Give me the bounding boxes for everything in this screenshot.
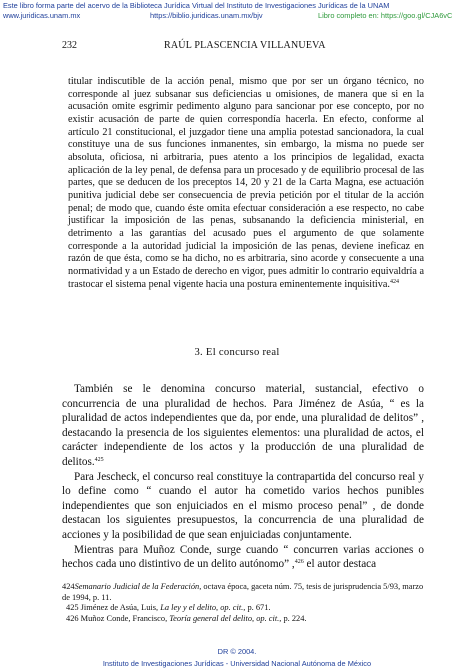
footnote-rest: , octava época, gaceta núm. 75, tesis de jurisprudencia 5/93, marzo de 1994, p. 11. — [62, 582, 424, 602]
footnote-number: 424 — [62, 582, 75, 591]
full-book-link[interactable]: Libro completo en: https://goo.gl/CJA6vC — [318, 11, 453, 20]
footnote-424 — [62, 582, 432, 603]
footnote-number: 425 — [66, 603, 79, 613]
paragraph-text: Mientras para Muñoz Conde, surge cuando “ concurren varias acciones o hechos cada uno distintivo de un delito autónomo” , — [62, 543, 424, 571]
block-quote — [68, 76, 424, 291]
footnote-title: Teoría general del delito — [169, 614, 253, 624]
paragraph-text: También se le denomina concurso material, sustancial, efectivo o concurrencia de una pluralidad de hechos. Para Jiménez de Asúa, “ es la pluralidad de actos independientes que da, por ende, una pluralidad de delitos” , destacando la presencia de los siguientes elementos: una pluralidad de actos, el carácter independiente de los actos y la producción de una pluralidad de delitos. — [62, 383, 424, 468]
block-quote-text: titular indiscutible de la acción penal, mismo que por ser un órgano técnico, no corresponde al juez subsanar sus deficiencias u omisiones, de manera que si en la acusación omite esgrimir pedimento alguno para sancionar por ese concepto, por no existir acusación de parte de quien correspondía hacerla. En efecto, conforme al artículo 21 constitucional, el juzgador tiene una amplia potestad sancionadora, la cual constituye una de sus funciones inmanentes, sin embargo, la misma no puede ser absoluta, oficiosa, ni arbitraria, pues atento a los principios de legalidad, exacta aplicación de la ley penal, de defensa para un procesado y de equilibrio procesal de las partes, que se deducen de los preceptos 14, 20 y 21 de la Carta Magna, ese actuación punitiva judicial debe ser consecuencia de previa petición por el titular de la acción penal; de modo que, cuando éste omita efectuar consideración a ese respecto, no cabe justificar la imposición de las penas, subsanando la deficiencia ministerial, en detrimento a las garantías del acusado pues el argumento de que solamente corresponde a la autoridad judicial la imposición de las penas, deviene ineficaz en razón de que ésta, como se ha dicho, no es arbitraria, sino acorde y consecuente a una normatividad y a un Estado de derecho en vigor, pues admitir lo contrario equivaldría a trastocar el sistema penal vigente hacia una postura eminentemente inquisitiva. — [68, 76, 424, 290]
footnote-sep: , — [216, 603, 221, 613]
footnotes — [62, 582, 432, 625]
block-quote-paragraph — [68, 76, 424, 291]
footnote-number: 426 — [66, 614, 79, 624]
footnote-sep: , — [252, 614, 257, 624]
footnote-author: Muñoz Conde, Francisco, — [80, 614, 170, 624]
footnote-op-cit: op. cit. — [256, 614, 280, 624]
paragraph-text: Para Jescheck, el concurso real constituye la contrapartida del concurso real y lo define como “ cuando el autor ha cometido varios hechos punibles independientes que son enjuiciados en el mismo proceso penal” , de donde destacan los siguientes presupuestos, la concurrencia de una pluralidad de acciones y la posibilidad de que sean enjuiciadas conjuntamente. — [62, 470, 424, 541]
footnote-op-cit: op. cit. — [220, 603, 244, 613]
footnote-ref-424[interactable]: 424 — [389, 278, 399, 285]
paragraph — [62, 470, 424, 543]
footnote-rest: , p. 224. — [279, 614, 307, 624]
footnote-ref-426[interactable]: 426 — [294, 559, 304, 566]
paragraph — [62, 382, 424, 470]
footnote-title: La ley y el delito — [160, 603, 217, 613]
juridicas-link[interactable]: www.juridicas.unam.mx — [3, 11, 81, 20]
footnote-rest: , p. 671. — [243, 603, 271, 613]
body-text — [62, 382, 424, 572]
footnote-title: Semanario Judicial de la Federación — [74, 582, 200, 591]
footnote-author: Jiménez de Asúa, Luis, — [80, 603, 161, 613]
footnote-426 — [62, 614, 432, 625]
biblioteca-link[interactable]: https://biblio.juridicas.unam.mx/bjv — [150, 11, 263, 20]
footer-rights: DR © 2004. — [217, 647, 257, 656]
running-head-author: RAÚL PLASCENCIA VILLANUEVA — [164, 40, 326, 51]
paragraph — [62, 543, 424, 572]
footer-institution: Instituto de Investigaciones Jurídicas - Universidad Nacional Autónoma de México — [102, 659, 372, 668]
footnote-425 — [62, 603, 432, 614]
section-heading: 3. El concurso real — [194, 347, 280, 358]
banner-notice: Este libro forma parte del acervo de la Biblioteca Jurídica Virtual del Instituto de Investigaciones Jurídicas de la UNAM — [3, 1, 390, 10]
footnote-ref-425[interactable]: 425 — [94, 456, 104, 463]
page-number: 232 — [62, 40, 77, 51]
paragraph-text-continued: el autor destaca — [303, 558, 377, 571]
